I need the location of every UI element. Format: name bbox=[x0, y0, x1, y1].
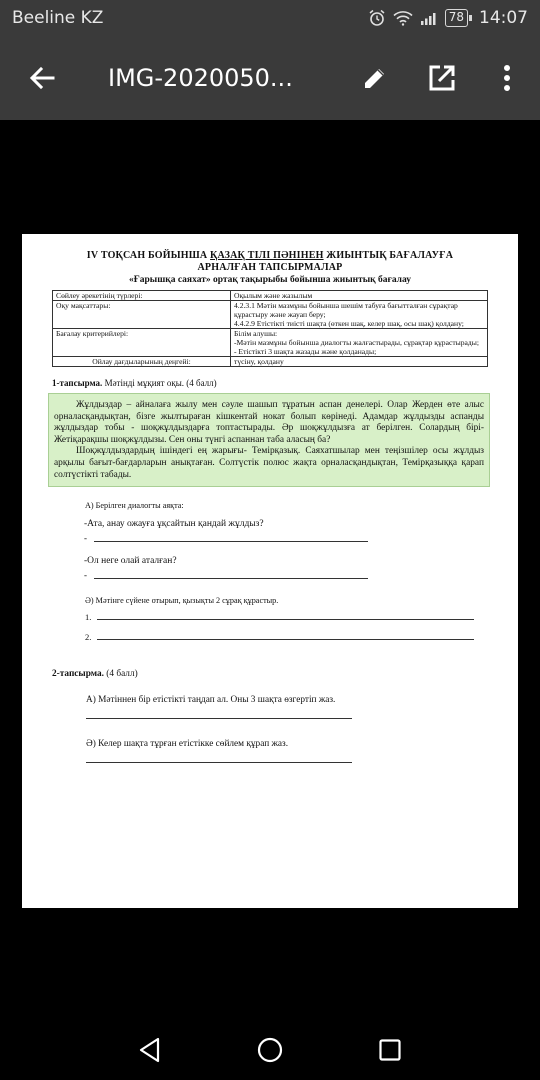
nav-recents-button[interactable] bbox=[365, 1030, 415, 1070]
table-cell: 4.2.3.1 Мәтін мазмұны бойынша шешім табуға бағытталған сұрақтар құрастыру және жауап беру; 4.4.2.9 Етістікті тиісті шақта (өткен шақ, келер шақ, осы шақ) қолдану; bbox=[231, 301, 488, 329]
answer-line bbox=[84, 566, 488, 584]
pencil-icon bbox=[361, 64, 389, 92]
table-cell: Оқу мақсаттары: bbox=[53, 301, 231, 329]
status-icons bbox=[368, 8, 528, 28]
more-vert-icon bbox=[502, 64, 512, 92]
table-cell: Білім алушы: -Мәтін мазмұны бойынша диалогты жалғастырады, сұрақтар құрастырады; - Етістікті 3 шақта жазады және қолданады; bbox=[231, 329, 488, 357]
task2-part-a: А) Мәтіннен бір етістікті таңдап ал. Оны 3 шақта өзгертіп жаз. bbox=[86, 695, 336, 706]
nav-back-button[interactable] bbox=[125, 1030, 175, 1070]
criteria-table bbox=[52, 290, 488, 367]
answer-dash: - bbox=[84, 533, 87, 544]
task2-part-b: Ә) Келер шақта тұрған етістікке сөйлем құрап жаз. bbox=[86, 739, 289, 750]
edit-button[interactable] bbox=[345, 48, 405, 108]
task1-header bbox=[52, 378, 488, 388]
dialog-question: -Ол неге олай аталған? bbox=[84, 556, 177, 567]
answer-line bbox=[86, 749, 352, 763]
overflow-menu-button[interactable] bbox=[482, 48, 532, 108]
task1-label: 1-тапсырма. bbox=[52, 378, 103, 388]
doc-heading bbox=[52, 250, 488, 262]
clock: 14:07 bbox=[479, 8, 528, 28]
dialog-question: -Ата, анау ожауға ұқсайтын қандай жұлдыз? bbox=[84, 519, 264, 530]
wifi-icon bbox=[393, 10, 413, 26]
line-number: 1. bbox=[85, 612, 92, 623]
nav-home-button[interactable] bbox=[245, 1030, 295, 1070]
part-a-label: А) Берілген диалогты аяқта: bbox=[85, 501, 184, 511]
heading-part: IV ТОҚСАН БОЙЫНША bbox=[86, 250, 211, 261]
table-row bbox=[53, 301, 488, 329]
table-row bbox=[53, 357, 488, 367]
back-button[interactable] bbox=[12, 48, 72, 108]
table-cell: Ойлау дағдыларының деңгейі: bbox=[53, 357, 231, 367]
heading-subject: ҚАЗАҚ ТІЛІ ПӘНІНЕН bbox=[210, 250, 324, 261]
passage-paragraph: Жұлдыздар – айналаға жылу мен сәуле шашып тұратын аспан денелері. Олар Жерден өте алыс орналасқандықтан, бізге жылтыраған кішкентай нокат болып көрінеді. Адамдар жұлдызды аспанды жұлдыздар тобы - шоқжұлдыздарға топтастырады. Әр шоқжұлдызға ат берілген. Солардың бірі- Жетіқарақшы шоқжұлдызы. Сен оны түнгі аспаннан таба аласың ба? bbox=[54, 400, 484, 445]
table-row bbox=[53, 329, 488, 357]
task1-text: Мәтінді мұқият оқы. (4 балл) bbox=[102, 378, 217, 388]
doc-heading-line2: АРНАЛҒАН ТАПСЫРМАЛАР bbox=[197, 262, 343, 273]
answer-dash: - bbox=[84, 570, 87, 581]
battery-indicator: 78 bbox=[445, 9, 468, 27]
alarm-icon bbox=[368, 9, 386, 27]
triangle-back-icon bbox=[138, 1037, 162, 1063]
doc-subheading: «Ғарышқа саяхат» ортақ тақырыбы бойынша жиынтық бағалау bbox=[128, 275, 412, 285]
table-cell: Бағалау критерийлері: bbox=[53, 329, 231, 357]
circle-home-icon bbox=[256, 1036, 284, 1064]
table-row bbox=[53, 291, 488, 301]
document-image[interactable] bbox=[22, 234, 518, 908]
arrow-back-icon bbox=[28, 64, 56, 92]
square-recents-icon bbox=[378, 1038, 402, 1062]
answer-line bbox=[86, 705, 352, 719]
file-title: IMG-2020050... bbox=[108, 64, 293, 92]
table-cell: түсіну, қолдану bbox=[231, 357, 488, 367]
open-external-button[interactable] bbox=[412, 48, 472, 108]
part-b-label: Ә) Мәтінге сүйене отырып, қызықты 2 сұрақ құрастыр. bbox=[85, 596, 279, 606]
numbered-answer-line bbox=[85, 625, 488, 645]
answer-line bbox=[84, 529, 488, 547]
app-bar bbox=[0, 36, 540, 120]
line-number: 2. bbox=[85, 632, 92, 643]
reading-passage bbox=[48, 393, 490, 487]
signal-icon bbox=[420, 11, 438, 25]
carrier-name: Beeline KZ bbox=[12, 8, 104, 28]
task2-label: 2-тапсырма. bbox=[52, 669, 104, 680]
navigation-bar bbox=[0, 1020, 540, 1080]
open-in-new-icon bbox=[427, 63, 457, 93]
numbered-answer-line bbox=[85, 605, 488, 625]
passage-paragraph: Шоқжұлдыздардың ішіндегі ең жарығы- Темірқазық. Саяхатшылар мен теңізшілер осы жұлдыз арқылы бағыт-бағдарларын анықтаған. Солтүстік полюс жақта орналасқандықтан, Темірқазыққа қарап солтүстікті табады. bbox=[54, 446, 484, 480]
heading-part: ЖИЫНТЫҚ БАҒАЛАУҒА bbox=[323, 250, 454, 261]
task2-header bbox=[52, 669, 488, 679]
table-cell: Оқылым және жазылым bbox=[231, 291, 488, 301]
status-bar bbox=[0, 0, 540, 36]
table-cell: Сөйлеу әрекетінің түрлері: bbox=[53, 291, 231, 301]
task2-text: (4 балл) bbox=[103, 669, 138, 680]
